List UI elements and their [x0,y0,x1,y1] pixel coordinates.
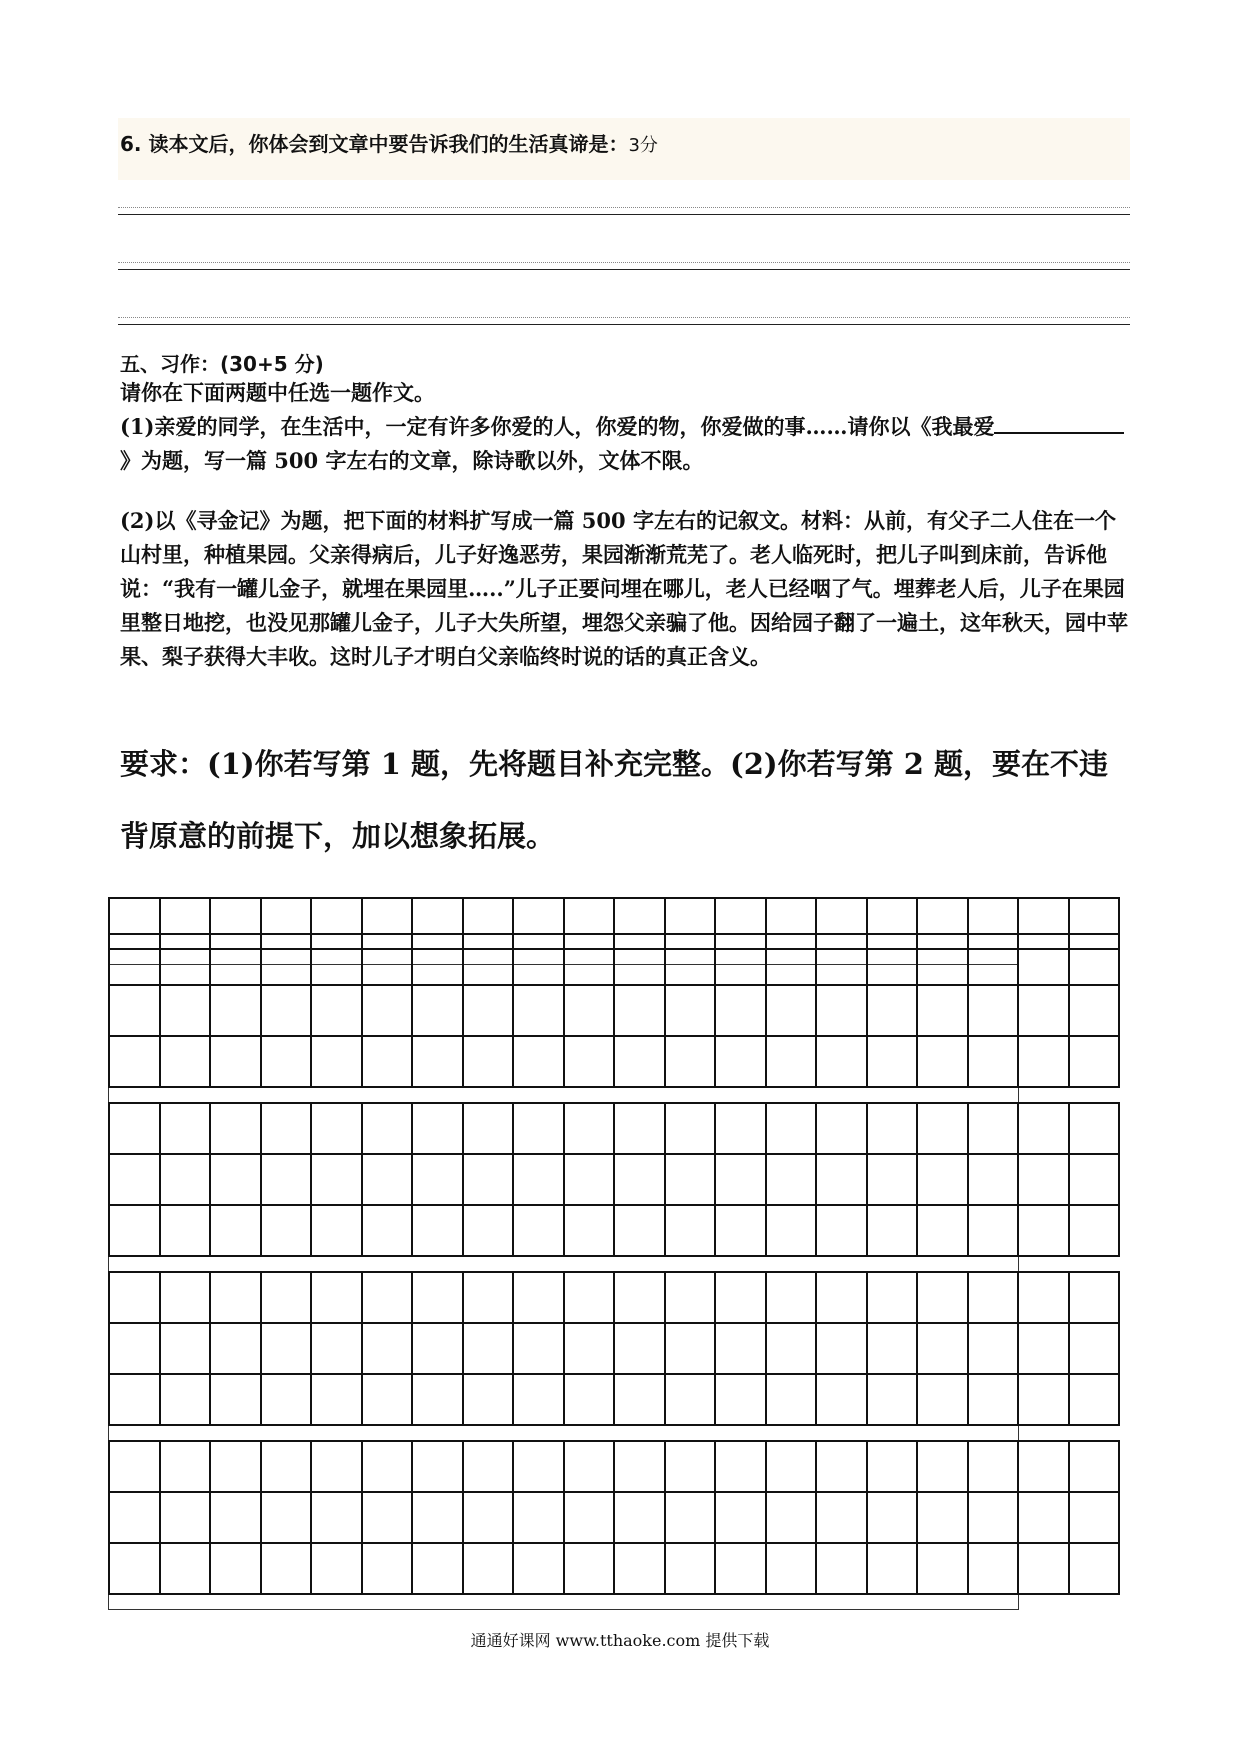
grid-cell[interactable] [312,1273,363,1324]
grid-cell[interactable] [464,935,515,986]
grid-cell[interactable] [565,1155,616,1206]
grid-cell[interactable] [211,1375,262,1426]
grid-cell[interactable] [868,1442,919,1493]
grid-cell[interactable] [615,1037,666,1088]
grid-cell[interactable] [363,1442,414,1493]
grid-cell[interactable] [817,1155,868,1206]
grid-cell[interactable] [666,1375,717,1426]
grid-cell[interactable] [161,1544,212,1595]
grid-cell[interactable] [615,1375,666,1426]
grid-cell[interactable] [464,1155,515,1206]
grid-cell[interactable] [413,1493,464,1544]
answer-line-2[interactable] [118,262,1130,263]
grid-cell[interactable] [868,1037,919,1088]
grid-cell[interactable] [413,1104,464,1155]
grid-cell[interactable] [817,935,868,986]
grid-cell[interactable] [716,986,767,1037]
grid-cell[interactable] [969,1155,1020,1206]
grid-cell[interactable] [464,1104,515,1155]
grid-cell[interactable] [565,1273,616,1324]
grid-cell[interactable] [666,1273,717,1324]
grid-separator [108,1426,1019,1441]
answer-line-3[interactable] [118,317,1130,318]
grid-cell[interactable] [918,1375,969,1426]
grid-cell[interactable] [615,1324,666,1375]
grid-cell[interactable] [413,986,464,1037]
grid-cell[interactable] [363,1375,414,1426]
grid-cell[interactable] [565,1206,616,1257]
grid-cell[interactable] [817,1037,868,1088]
grid-cell[interactable] [514,1206,565,1257]
grid-cell[interactable] [565,1493,616,1544]
grid-cell[interactable] [363,1493,414,1544]
grid-cell[interactable] [1070,1493,1121,1544]
grid-cell[interactable] [666,935,717,986]
grid-cell[interactable] [666,1104,717,1155]
grid-cell[interactable] [110,1155,161,1206]
grid-cell[interactable] [110,1442,161,1493]
grid-cell[interactable] [817,1324,868,1375]
grid-cell[interactable] [161,1155,212,1206]
grid-cell[interactable] [514,986,565,1037]
grid-cell[interactable] [312,1155,363,1206]
grid-cell[interactable] [767,1544,818,1595]
grid-cell[interactable] [716,935,767,986]
grid-cell[interactable] [110,1206,161,1257]
grid-cell[interactable] [918,1493,969,1544]
grid-cell[interactable] [312,1324,363,1375]
grid-cell[interactable] [110,1375,161,1426]
grid-cell[interactable] [262,1155,313,1206]
section-5-title: 五、习作：(30+5 分) [120,352,324,376]
grid-cell[interactable] [211,1104,262,1155]
grid-cell[interactable] [262,986,313,1037]
grid-cell[interactable] [817,1104,868,1155]
grid-cell[interactable] [312,1206,363,1257]
grid-cell[interactable] [363,1544,414,1595]
question-6-points: 3分 [628,135,658,156]
grid-cell[interactable] [969,1544,1020,1595]
grid-cell[interactable] [918,1273,969,1324]
composition-grid-block-3 [108,1102,1120,1272]
grid-cell[interactable] [110,1104,161,1155]
grid-cell[interactable] [918,1206,969,1257]
grid-cell[interactable] [211,986,262,1037]
grid-separator [108,1088,1019,1103]
grid-cell[interactable] [514,1155,565,1206]
grid-cell[interactable] [615,935,666,986]
grid-cell[interactable] [666,986,717,1037]
grid-cell[interactable] [262,1206,313,1257]
topic-1-text-start: (1)亲爱的同学，在生活中，一定有许多你爱的人，你爱的物，你爱做的事……请你以《我最爱 [120,414,995,439]
grid-cell[interactable] [262,1273,313,1324]
grid-cell[interactable] [615,1442,666,1493]
grid-cell[interactable] [615,1104,666,1155]
grid-cell[interactable] [1019,1037,1070,1088]
grid-cell[interactable] [767,1206,818,1257]
grid-cell[interactable] [1019,1206,1070,1257]
grid-cell[interactable] [363,986,414,1037]
grid-cell[interactable] [868,1155,919,1206]
composition-grid-block-2 [108,933,1120,1103]
grid-cell[interactable] [969,1273,1020,1324]
grid-cell[interactable] [514,1442,565,1493]
grid-cell[interactable] [1019,1493,1070,1544]
grid-cell[interactable] [110,935,161,986]
topic-2: (2)以《寻金记》为题，把下面的材料扩写成一篇 500 字左右的记叙文。材料：从前，有父子二人住在一个山村里，种植果园。父亲得病后，儿子好逸恶劳，果园渐渐荒芜了。老人临死时，把儿子叫到床前，告诉他说：“我有一罐儿金子，就埋在果园里…..”儿子正要问埋在哪儿，老人已经咽了气。埋葬老人后，儿子在果园里整日地挖，也没见那罐儿金子，儿子大失所望，埋怨父亲骗了他。因给园子翻了一遍土，这年秋天，园中苹果、梨子获得大丰收。这时儿子才明白父亲临终时说的话的真正含义。 [120,508,1128,669]
grid-cell[interactable] [565,986,616,1037]
grid-cell[interactable] [615,986,666,1037]
grid-cell[interactable] [565,1442,616,1493]
grid-cell[interactable] [666,1155,717,1206]
grid-cell[interactable] [312,986,363,1037]
grid-cell[interactable] [716,1442,767,1493]
grid-cell[interactable] [666,1324,717,1375]
grid-cell[interactable] [312,1493,363,1544]
grid-cell[interactable] [262,1493,313,1544]
grid-cell[interactable] [161,1324,212,1375]
grid-cell[interactable] [817,1442,868,1493]
grid-cell[interactable] [817,1375,868,1426]
grid-cell[interactable] [1019,1104,1070,1155]
grid-cell[interactable] [514,1104,565,1155]
grid-cell[interactable] [666,1544,717,1595]
grid-separator [108,1257,1019,1272]
grid-cell[interactable] [666,1206,717,1257]
grid-cell[interactable] [161,1206,212,1257]
grid-cell[interactable] [615,1493,666,1544]
grid-cell[interactable] [918,935,969,986]
grid-cell[interactable] [868,935,919,986]
topic-1 [120,410,1130,478]
grid-cell[interactable] [1070,1273,1121,1324]
grid-cell[interactable] [262,1037,313,1088]
grid-cell[interactable] [767,1375,818,1426]
grid-cell[interactable] [1019,1442,1070,1493]
grid-cell[interactable] [514,935,565,986]
composition-grid [108,1102,1120,1257]
grid-cell[interactable] [464,1493,515,1544]
grid-cell[interactable] [464,1544,515,1595]
grid-cell[interactable] [211,1544,262,1595]
grid-cell[interactable] [868,986,919,1037]
grid-cell[interactable] [1019,1375,1070,1426]
grid-cell[interactable] [716,1206,767,1257]
grid-cell[interactable] [262,1375,313,1426]
grid-cell[interactable] [262,1104,313,1155]
grid-cell[interactable] [211,1273,262,1324]
grid-cell[interactable] [262,1544,313,1595]
grid-cell[interactable] [413,1037,464,1088]
grid-cell[interactable] [110,1544,161,1595]
grid-cell[interactable] [565,1324,616,1375]
grid-cell[interactable] [211,1324,262,1375]
grid-cell[interactable] [615,1155,666,1206]
topic-1-title-blank[interactable] [994,410,1124,434]
grid-cell[interactable] [817,1544,868,1595]
grid-cell[interactable] [413,1442,464,1493]
grid-cell[interactable] [1019,1324,1070,1375]
grid-cell[interactable] [464,1375,515,1426]
grid-cell[interactable] [817,1206,868,1257]
grid-cell[interactable] [1019,1155,1070,1206]
grid-cell[interactable] [868,1493,919,1544]
grid-cell[interactable] [514,1037,565,1088]
grid-cell[interactable] [312,935,363,986]
grid-cell[interactable] [464,1442,515,1493]
writing-requirement: 要求：(1)你若写第 1 题，先将题目补充完整。(2)你若写第 2 题，要在不违背原意的前提下，加以想象拓展。 [120,747,1108,853]
grid-cell[interactable] [363,1324,414,1375]
grid-cell[interactable] [767,1104,818,1155]
grid-cell[interactable] [767,1442,818,1493]
grid-cell[interactable] [868,1273,919,1324]
grid-cell[interactable] [918,1324,969,1375]
answer-line-1[interactable] [118,207,1130,208]
grid-cell[interactable] [565,1544,616,1595]
grid-cell[interactable] [615,1544,666,1595]
grid-cell[interactable] [716,1155,767,1206]
grid-cell[interactable] [716,1375,767,1426]
composition-grid-block-4 [108,1271,1120,1441]
composition-grid-block-5 [108,1440,1120,1610]
grid-cell[interactable] [211,1493,262,1544]
grid-cell[interactable] [161,1273,212,1324]
grid-cell[interactable] [514,1544,565,1595]
grid-cell[interactable] [868,1544,919,1595]
grid-cell[interactable] [565,1375,616,1426]
grid-cell[interactable] [312,1104,363,1155]
grid-cell[interactable] [161,1493,212,1544]
grid-cell[interactable] [1019,1544,1070,1595]
grid-cell[interactable] [312,1544,363,1595]
grid-cell[interactable] [413,1206,464,1257]
grid-cell[interactable] [918,1037,969,1088]
grid-cell[interactable] [666,1442,717,1493]
grid-cell[interactable] [161,986,212,1037]
grid-cell[interactable] [514,1324,565,1375]
grid-cell[interactable] [211,935,262,986]
question-6-text: 6. 读本文后，你体会到文章中要告诉我们的生活真谛是： [120,132,629,156]
grid-cell[interactable] [918,1155,969,1206]
topic-1-text-end: 》为题，写一篇 500 字左右的文章，除诗歌以外，文体不限。 [120,448,704,473]
grid-cell[interactable] [918,1104,969,1155]
grid-cell[interactable] [969,1104,1020,1155]
grid-cell[interactable] [413,935,464,986]
grid-cell[interactable] [716,1273,767,1324]
grid-cell[interactable] [565,1104,616,1155]
grid-cell[interactable] [312,1037,363,1088]
grid-cell[interactable] [464,1037,515,1088]
grid-cell[interactable] [161,1104,212,1155]
grid-cell[interactable] [464,1206,515,1257]
composition-grid [108,933,1120,1088]
grid-cell[interactable] [666,1037,717,1088]
grid-cell[interactable] [716,1037,767,1088]
grid-cell[interactable] [110,986,161,1037]
grid-cell[interactable] [918,1544,969,1595]
composition-grid [108,1271,1120,1426]
grid-cell[interactable] [413,1375,464,1426]
grid-cell[interactable] [161,935,212,986]
grid-cell[interactable] [262,935,313,986]
grid-cell[interactable] [110,1324,161,1375]
grid-cell[interactable] [464,986,515,1037]
composition-grid [108,1440,1120,1595]
grid-cell[interactable] [666,1493,717,1544]
grid-cell[interactable] [1070,1544,1121,1595]
grid-cell[interactable] [918,1442,969,1493]
grid-cell[interactable] [312,1442,363,1493]
grid-cell[interactable] [1019,986,1070,1037]
grid-cell[interactable] [565,1037,616,1088]
grid-cell[interactable] [211,1206,262,1257]
grid-cell[interactable] [363,1104,414,1155]
grid-cell[interactable] [716,1493,767,1544]
grid-cell[interactable] [211,1442,262,1493]
grid-cell[interactable] [969,1493,1020,1544]
grid-cell[interactable] [969,1324,1020,1375]
grid-cell[interactable] [969,935,1020,986]
grid-separator [108,1595,1019,1610]
grid-cell[interactable] [1070,1375,1121,1426]
grid-cell[interactable] [767,1324,818,1375]
grid-cell[interactable] [969,1442,1020,1493]
grid-cell[interactable] [413,1155,464,1206]
grid-cell[interactable] [1070,1206,1121,1257]
grid-cell[interactable] [514,1273,565,1324]
grid-cell[interactable] [262,1442,313,1493]
grid-cell[interactable] [767,935,818,986]
grid-cell[interactable] [312,1375,363,1426]
grid-cell[interactable] [161,1037,212,1088]
grid-cell[interactable] [767,986,818,1037]
grid-cell[interactable] [110,1493,161,1544]
grid-cell[interactable] [817,1273,868,1324]
grid-cell[interactable] [969,1206,1020,1257]
grid-cell[interactable] [565,935,616,986]
grid-cell[interactable] [1070,935,1121,986]
grid-cell[interactable] [363,1037,414,1088]
question-6 [120,128,658,157]
grid-cell[interactable] [211,1037,262,1088]
grid-cell[interactable] [767,1493,818,1544]
grid-cell[interactable] [1070,1442,1121,1493]
grid-cell[interactable] [161,1442,212,1493]
grid-cell[interactable] [1019,935,1070,986]
grid-cell[interactable] [413,1324,464,1375]
grid-cell[interactable] [363,1155,414,1206]
grid-cell[interactable] [1070,1155,1121,1206]
grid-cell[interactable] [817,1493,868,1544]
grid-cell[interactable] [161,1375,212,1426]
section-5-instruction: 请你在下面两题中任选一题作文。 [120,380,435,405]
grid-cell[interactable] [363,1206,414,1257]
grid-cell[interactable] [1019,1273,1070,1324]
grid-cell[interactable] [514,1493,565,1544]
page-footer: 通通好课网 www.tthaoke.com 提供下载 [470,1631,770,1650]
grid-cell[interactable] [464,1324,515,1375]
grid-cell[interactable] [1070,986,1121,1037]
grid-cell[interactable] [767,1155,818,1206]
grid-cell[interactable] [918,986,969,1037]
grid-cell[interactable] [363,1273,414,1324]
grid-cell[interactable] [1070,1324,1121,1375]
grid-cell[interactable] [767,1037,818,1088]
grid-cell[interactable] [110,1037,161,1088]
grid-cell[interactable] [110,1273,161,1324]
grid-cell[interactable] [716,1324,767,1375]
grid-cell[interactable] [363,935,414,986]
grid-cell[interactable] [262,1324,313,1375]
grid-cell[interactable] [211,1155,262,1206]
grid-cell[interactable] [1070,1037,1121,1088]
grid-cell[interactable] [817,986,868,1037]
grid-cell[interactable] [767,1273,818,1324]
grid-cell[interactable] [716,1104,767,1155]
grid-cell[interactable] [1070,1104,1121,1155]
grid-cell[interactable] [868,1104,919,1155]
grid-cell[interactable] [969,986,1020,1037]
grid-cell[interactable] [969,1037,1020,1088]
grid-cell[interactable] [868,1375,919,1426]
grid-cell[interactable] [615,1206,666,1257]
grid-cell[interactable] [514,1375,565,1426]
grid-cell[interactable] [868,1324,919,1375]
grid-cell[interactable] [464,1273,515,1324]
grid-cell[interactable] [868,1206,919,1257]
grid-cell[interactable] [969,1375,1020,1426]
grid-cell[interactable] [716,1544,767,1595]
grid-cell[interactable] [413,1273,464,1324]
grid-cell[interactable] [413,1544,464,1595]
grid-cell[interactable] [615,1273,666,1324]
